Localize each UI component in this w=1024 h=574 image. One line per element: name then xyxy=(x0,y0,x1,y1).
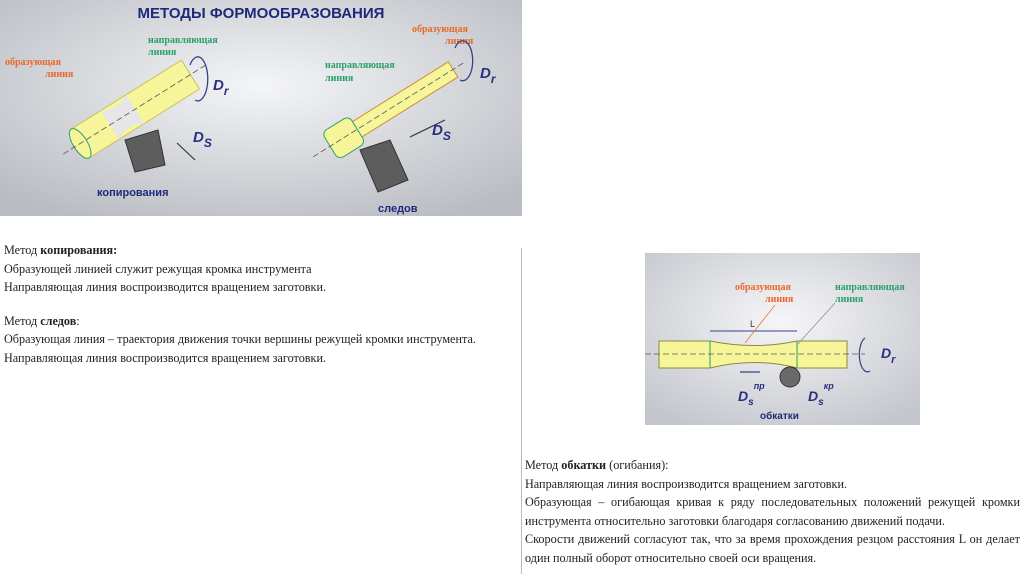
copy-line-2: Направляющая линия воспроизводится вращением заготовки. xyxy=(4,280,327,294)
svg-text:Dr: $D_r$ xyxy=(213,77,229,98)
guide-label-2: линия xyxy=(835,294,864,305)
svg-text:Dsкр: $D_s^{кр}$ xyxy=(808,381,834,408)
svg-text:Dr: $D_r$ xyxy=(881,345,896,366)
caption-trace: следов xyxy=(378,203,418,215)
guide-label-2: линия xyxy=(325,73,354,84)
right-description xyxy=(525,456,1020,567)
gen-label: образующая xyxy=(5,57,61,68)
guide-label: направляющая xyxy=(325,60,395,71)
svg-text:Dsпр: $D_s^{пр}$ xyxy=(738,381,765,408)
guide-label: направляющая xyxy=(148,35,218,46)
gen-label-2: линия xyxy=(445,36,474,47)
copy-line-1: Образующей линией служит режущая кромка инструмента xyxy=(4,261,312,276)
caption-copy: копирования xyxy=(97,187,169,199)
left-description xyxy=(4,241,519,367)
copy-heading: Метод копирования: xyxy=(4,243,118,257)
svg-text:DS: $D_S$ xyxy=(193,129,212,150)
rolling-line-2: Образующая – огибающая кривая к ряду последовательных положений режущей кромки инструмента относительно заготовки благодаря согласованию движений подачи. xyxy=(525,495,1020,528)
caption-rolling: обкатки xyxy=(760,411,799,422)
svg-text:DS: $D_S$ xyxy=(432,122,451,143)
column-divider xyxy=(521,248,522,574)
gen-label-2: линия xyxy=(45,69,74,80)
guide-label-2: линия xyxy=(148,47,177,58)
length-label: L xyxy=(750,319,756,329)
figure-title: МЕТОДЫ ФОРМООБРАЗОВАНИЯ xyxy=(137,5,385,22)
gen-label: образующая xyxy=(412,24,468,35)
svg-text:Dr: $D_r$ xyxy=(480,65,496,86)
guide-label: направляющая xyxy=(835,282,905,293)
gen-label: образующая xyxy=(735,282,791,293)
rolling-line-3: Скорости движений согласуют так, что за время прохождения резцом расстояния L он делает один полный оборот относительно своей оси вращения. xyxy=(525,532,1020,565)
trace-line-1: Образующая линия – траектория движения точки вершины режущей кромки инструмента. xyxy=(4,332,476,346)
rolling-heading: Метод обкатки (огибания): xyxy=(525,458,669,472)
rolling-method-figure xyxy=(645,253,920,425)
trace-heading: Метод следов: xyxy=(4,313,80,328)
gen-label-2: линия xyxy=(765,294,794,305)
trace-line-2: Направляющая линия воспроизводится вращением заготовки. xyxy=(4,350,327,365)
forming-methods-figure xyxy=(0,0,522,216)
rolling-line-1: Направляющая линия воспроизводится вращением заготовки. xyxy=(525,476,848,491)
